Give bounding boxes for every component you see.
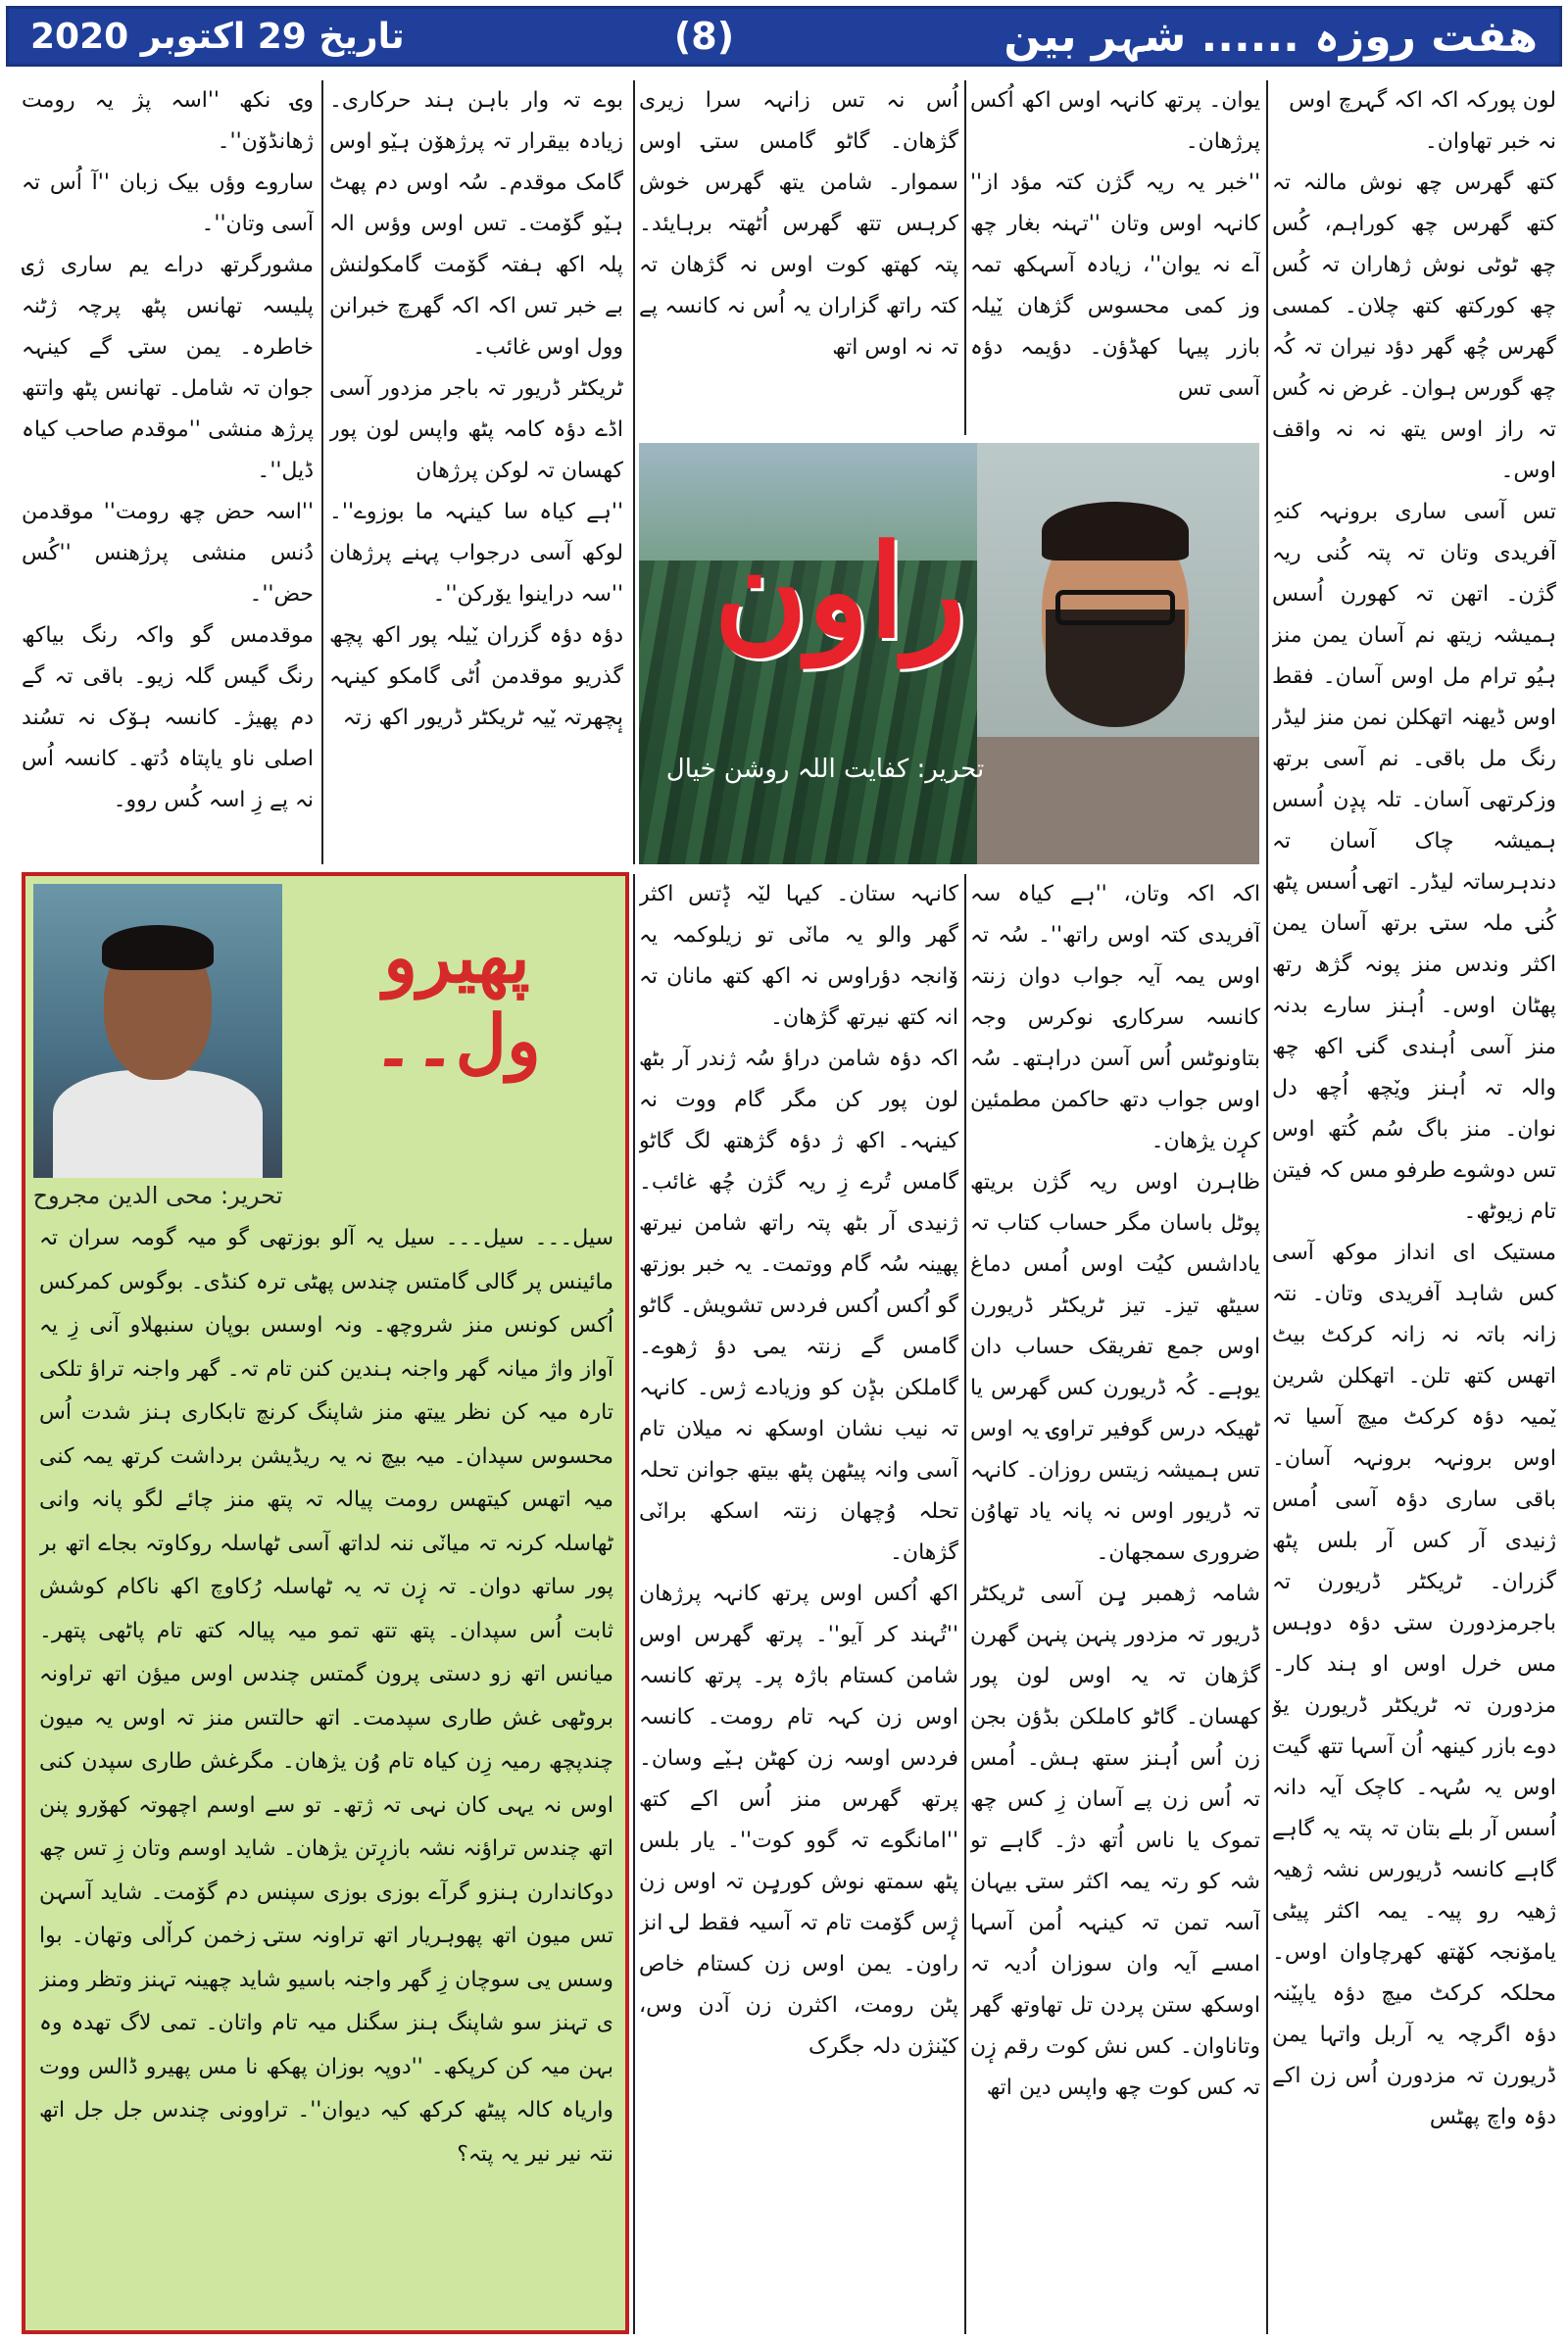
article-banner-photo — [639, 443, 1259, 864]
article-column-3-top — [639, 80, 958, 435]
publication-title: هفت روزہ ...... شہر بین — [1004, 11, 1538, 62]
boxed-article-byline: تحریر: محی الدین مجروح — [32, 1182, 283, 1209]
column-rule — [633, 874, 635, 2334]
column-rule — [964, 874, 966, 2334]
paragraph: مستیک ای انداز موکھ آسی کس شاہد آفریدی وتان۔ نتہ زانہ باتہ نہ زانہ کرکٹ بیٹ اتھس کتھ تلن۔ اتھکلن شرین یٚمیہ دؤہ کرکٹ میچ آسیا تہ اوس برونہہ برونہہ آسان۔ باقی ساری دؤہ آسی اُمس ژنیدی آر کس آر بلس پٹھ گزران۔ ٹریکٹر ڈریورن تہ باجرمزدورن ستۍ دؤہ دوہس مس خرل اوس او ہند کار۔ مزدورن تہ ٹریکٹر ڈریورن یوٚ دوے بازر کینھہ اُن آسہا تتھ گیت اوس یہ سُہہ۔ کاچک آیہ دانہ اُسس آر بلے بتان تہ پتہ یہ گاہے گاہے کانسہ ڈریورس نشہ ژھیہ ژھیہ رو پیہ۔ یمہ اکثر پیٹی یاموٚنجہ کھٚتھ کھرچاوان اوس۔ محلکہ کرکٹ میچ دؤہ یاپیٚنہ دؤہ اگرچہ یہ آربل واتہا یمن ڈریورن تہ مزدورن اُس زن اکے دؤہ واچ پھٹس — [1272, 1241, 1556, 2129]
article-column-4 — [329, 80, 623, 864]
article-column-1 — [1272, 80, 1556, 2334]
paragraph: مشورگرتھ دراے یم ساری ژۍ پلیسہ تھانس پٹھ پرچہ ژٹنہ خاطرہ۔ یمن ستۍ گے کینہہ جوان تہ شامل۔ تھانس پٹھ واتتھ پرژھ منشی ''موقدم صاحب کیاہ ڈیل''۔ — [22, 253, 314, 483]
paragraph: شامہ ژھمبر ہٕن آسی ٹریکٹر ڈریور تہ مزدور پنہن پنہن گھرن گژھان تہ یہ اوس لون پور کھسان۔ گاٹو کاملکن بڈؤن بجن زن اُس اُہنز ستھ ہش۔ اُمس تہ اُس زن پے آسان زِ کس چھ تموک یا ناس اُتھ دژ۔ گاہے تو شہ کو رتہ یمہ اکثر ستۍ بیہان آسہ تمن تہ کینہہ اُمن آسہا امسے آیہ وان سوزان اُدیہ تہ اوسکھ ستن پردن تل تھاوتھ گھر وتاناوان۔ کس نش کوت رقم زٕن تہ کس کوت چھ واپس دین اتھ — [970, 1582, 1260, 2100]
paragraph: ٹریکٹر ڈریور تہ باجر مزدور آسی اڈے دؤہ کامہ پٹھ واپس لون پور کھسان تہ لوکن پرژھان — [329, 376, 623, 483]
boxed-article-title: پھیرو ول۔۔ — [372, 915, 541, 1082]
paragraph: تس آسی ساری برونہہ کنہِ آفریدی وتان تہ پتہ کُنی ریہ گژن۔ اتھن تہ کھورن اُسس ہمیشہ زیتھ نم آسان یمن منز ہیُو ترام مل اوس آسان۔ فقط اوس ڈیھنہ اتھکلن نمن منز لیڈر رنگ مل باقی۔ نم آسی برتھ وزکرتھی آسان۔ تلہ پدٕن اُسس ہمیشہ چاک آسان تہ دندہرساتہ لیڈر۔ اتھۍ اُسس پٹھ کُنۍ ملہ ستۍ برتھ آسان یمن اکثر وندس منز پونہ گژھ رتھ پھٹان اوس۔ اُہنز سارے بدنہ منز آسی اُہندی گنۍ اکھ چھ والہ تہ اُہنز ویٚچھ اُچھ دل نوان۔ منز باگ سُم کُتھ اوس تس دوشوے طرفو مس کہ فیتن تام زیوٹھ۔ — [1272, 500, 1556, 1224]
paragraph: ظاہرن اوس ریہ گژن بریتھ پوٹل باسان مگر حساب کتاب تہ یاداشس کیُت اوس اُمس دماغ سیٹھ تیز۔ تیز ٹریکٹر ڈریورن اوس جمع تفریقک حساب دان یوہے۔ کُہ ڈریورن کس گھرس یا ٹھیکہ درس گوفیر تراوۍ یہ اوس تس ہمیشہ زیتس روزان۔ کانہہ تہ ڈریور اوس نہ پانہ یاد تھاوُن ضروری سمجھان۔ — [970, 1170, 1260, 1565]
paragraph: اکہ اکہ وتان، ''ہے کیاہ سہ آفریدی کتہ اوس راتھ''۔ سُہ تہ اوس یمہ آیہ جواب دوان زنتہ کانسہ سرکارۍ نوکرس وجہ بتاونوٹس اُس آسن دراہتھ۔ سُہ اوس جواب دتھ حاکمن مطمئین کرٕن یژھان۔ — [970, 882, 1260, 1153]
paragraph: ساروے وؤں بیک زبان ''آ اُس تہ آسی وتان''۔ — [22, 171, 314, 236]
article-column-5 — [22, 80, 314, 864]
paragraph: اکہ دؤہ شامن دراؤ سُہ ژندر آر بٹھ لون پور کن مگر گام ووت نہ کینہہ۔ اکھ ژ دؤہ گژھتھ لگ گاٹو گامس تُرے زِ ریہ گژن چُھ غائب۔ ژنیدی آر بٹھ پتہ راتھ شامن نیرتھ پھینہ سُہ گام ووتمت۔ یہ خبر بوزتھ گو اُکس اُکس فردس تشویش۔ گاٹو گامس گے زنتہ یمۍ دؤ ژھوے۔ گاملکن بڈٕن کو وزیادے ژس۔ کانہہ تہ نیب نشان اوسکھ نہ میلان تام آسی وانہ پیٹھن پٹھ بیتھ جوانن تحلہ تحلہ وُچھان زنتہ اسکھ برانٚی گژھان۔ — [639, 1047, 958, 1565]
article-byline: تحریر: کفایت اللہ روشن خیال — [665, 755, 985, 784]
paragraph: وۍ نکھ ''اسہ پژ یہ رومت ژھانڈوٚن''۔ — [22, 88, 314, 154]
paragraph: لون پورکہ اکہ اکہ گہرچ اوس — [1289, 88, 1556, 113]
article-column-2-bottom — [970, 874, 1260, 2334]
paragraph: یوان۔ پرتھ کانہہ اوس اکھ اُکس پرژھان۔ — [970, 88, 1260, 154]
paragraph: کتھ گھرس چھ نوش مالنہ تہ کتھ گھرس چھ کوراہم، کُس چھ ٹوٹی نوش ژھاران تہ کُس چھ کورکتھ کتھ چلان۔ کمسی گھرس چُھ گھر دؤد نیران تہ کُہ چھ گورس ہوان۔ غرض نہ کُس تہ راز اوس یتھ نہ نہ واقف اوس۔ — [1272, 171, 1556, 483]
author-photo — [977, 443, 1259, 864]
column-rule — [633, 80, 635, 864]
paragraph: موقدمس گو واکہ رنگ بیاکھ رنگ گیس گلہ زیو۔ باقی تہ گے دم پھیژ۔ کانسہ ہوٚک نہ تسُند اصلی ناو یاپتاہ دُتھ۔ کانسہ اُس نہ پے زِ اسہ کُس روو۔ — [22, 623, 314, 812]
page-number: (8) — [673, 15, 735, 58]
column-rule — [1266, 80, 1268, 2334]
paragraph: ''خبر یہ ریہ گژن کتہ مؤد از'' کانہہ اوس وتان ''تہنہ بغار چھ آے نہ یوان''، زیادہ آسہکھ تمہ وز کمی محسوس گژھان یٚیلہ بازر پیہا کھڈؤن۔ دؤیمہ دؤہ آسی تس — [970, 171, 1260, 401]
paragraph: دؤہ دؤہ گزران یٚیلہ پور اکھ پچھ گذریو موقدمن اُٹی گامکو کینہہ بٕچھرتہ یٚیہ ٹریکٹر ڈریور اکھ زتہ — [329, 623, 623, 730]
issue-date: تاریخ 29 اکتوبر 2020 — [30, 16, 405, 57]
glasses-icon — [1055, 590, 1175, 625]
paragraph: اکھ اُکس اوس پرتھ کانہہ پرژھان ''تُہند کر آیو''۔ پرتھ گھرس اوس شامن کستام باژہ پر۔ پرتھ کانسہ اوس زن کہہ تام رومت۔ کانسہ فردس اوسہ زن کھٹن ہیٚے وسان۔ پرتھ گھرس منز اُس اکے کتھ ''امانگوے تہ گوو کوت''۔ یار بلس پٹھ سمتھ نوش کورہٕن تہ اوس زن ژٕس گوٚمت تام تہ آسیہ فقط لۍ انز راون۔ یمن اوس زن کستام خاص پٹن رومت، اکثرن زن آدن وس، کیٚنژن دلہ جگرک — [639, 1582, 958, 2059]
article-column-2-top — [970, 80, 1260, 435]
boxed-article — [22, 872, 629, 2334]
paragraph: اُس نہ تس زانہہ سرا زیری گژھان۔ گاٹو گامس ستۍ اوس سموار۔ شامن یتھ گھرس خوش کرہس تتھ گھرس اُٹھتہ برہایئد۔ پتہ کھتھ کوت اوس نہ گژھان تہ کتہ راتھ گزاران یہ اُس نہ کانسہ پے تہ نہ اوس اتھ — [639, 88, 958, 360]
author-photo — [33, 884, 282, 1178]
article-title: راون — [713, 516, 966, 666]
paragraph: کانہہ ستان۔ کیہا لیٚہ ڈٕتس اکثر گھر والو یہ مانٚی تو زیلوکمہ یہ وٚانجہ دؤراوس نہ اکھ کتھ مانان تہ انہ کتھ نیرتھ گژھان۔ — [639, 882, 958, 1030]
article-column-3-bottom — [639, 874, 958, 2334]
column-rule — [964, 80, 966, 435]
column-rule — [321, 80, 323, 864]
paragraph: ''اسہ حض چھ رومت'' موقدمن دُنس منشی پرژھنس ''کُس حض''۔ — [22, 500, 314, 607]
boxed-article-body — [39, 1217, 613, 2324]
paragraph: نہ خبر تھاوان۔ — [1424, 129, 1556, 154]
page-header — [6, 6, 1562, 67]
paragraph: بوے تہ وار باہن ہند حرکاری۔ زیادہ بیقرار تہ پرژھوٚن ہیٚو اوس گامک موقدم۔ سُہ اوس دم پھٹ ہیٚو گوٚمت۔ تس اوس وؤس الہ پلہ اکھ ہفتہ گوٚمت گامکولنش بے خبر تس اکہ اکہ گھرچ خبرانن وول اوس غائب۔ — [329, 88, 623, 360]
paragraph: سیل۔۔۔ سیل۔۔۔ سیل یہ آلو بوزتھی گو میہ گومہ سران تہ مائینس پر گالی گامتس چندس پھٹی ترہ کنڈی۔ بوگوس کمرکس اُکس کونس منز شروچھ۔ ونہ اوسس بوپان سنبھلاو آنی زِ یہ آواز واژ میانہ گھر واجنہ ہندین کنن تام تہ۔ گھر واجنہ تراؤ تلکی تارہ میہ کن نظر ییتھ منز شاپنگ کرنچ تابکاری ہنز شدت اُس محسوس سپدان۔ میہ بیچ نہ یہ ریڈیشن برداشت کرتھ یمہ کنی میہ اتھس کیتھس رومت پیالہ تہ پتھ منز چائے لگو پانہ وانی ٹھاسلہ کرنہ تہ میانٚی ننہ لداتھ آسی ٹھاسلہ روکاوتہ بجاے اتھ بر پور ساتھ دوان۔ تہ زٕن تہ یہ ٹھاسلہ رُکاوچ اکھ ناکام کوشش ثابت اُس سپدان۔ پتھ تتھ تمو میہ پیالہ کتھ تام پاٹھی پتھر۔ میانس اتھ زو دستی پرون گمتس چندس اوس میؤن اتھ تراونہ بروٹھی غش طاری سپدمت۔ اتھ حالتس منز تہ اوس یہ میون چندپچھ رمیہ زِن کیاہ تام وُن یژھان۔ مگرغش طاری سپدن کنی اوس نہ یہی کان نہی تہ ژتھ۔ تو سے اوسم اچھوتہ کھوٚرو پنن اتھ چندس تراؤنہ نشہ بازرٕتن یژھان۔ شاید اوسم وتان زِ تس چھ دوکاندارن ہنزو گرآے بوزی بوزی سپنس دم گوٚمت۔ شاید آسہن تس میون اتھ پھوہریار اتھ تراونہ ستۍ زخمن کراٚلی وتھان۔ بوا وسس یی سوچان زِ گھر واجنہ باسیو شاید چھینہ تہنز وتظر ومنز ی تہنز سو شاپنگ ہنز سگنل میہ تام واتان۔ تمی لاگ تھدہ وہ بہن میہ کن کرپکھ۔ ''دوپہ بوزان پھکھ نا مس پھیرو ڈالس ووت واریاہ کالہ پیٹھ کرکھ کیہ دیوان''۔ تراوونی چندس جل جل اتھ نتہ نیر نیر یہ پتہ؟ — [39, 1226, 613, 2167]
paragraph: ''ہے کیاہ سا کینہہ ما بوزوے''۔ لوکھ آسی درجواب پہنے پرژھان ''سہ دراینوا یوٚرکن''۔ — [329, 500, 623, 607]
